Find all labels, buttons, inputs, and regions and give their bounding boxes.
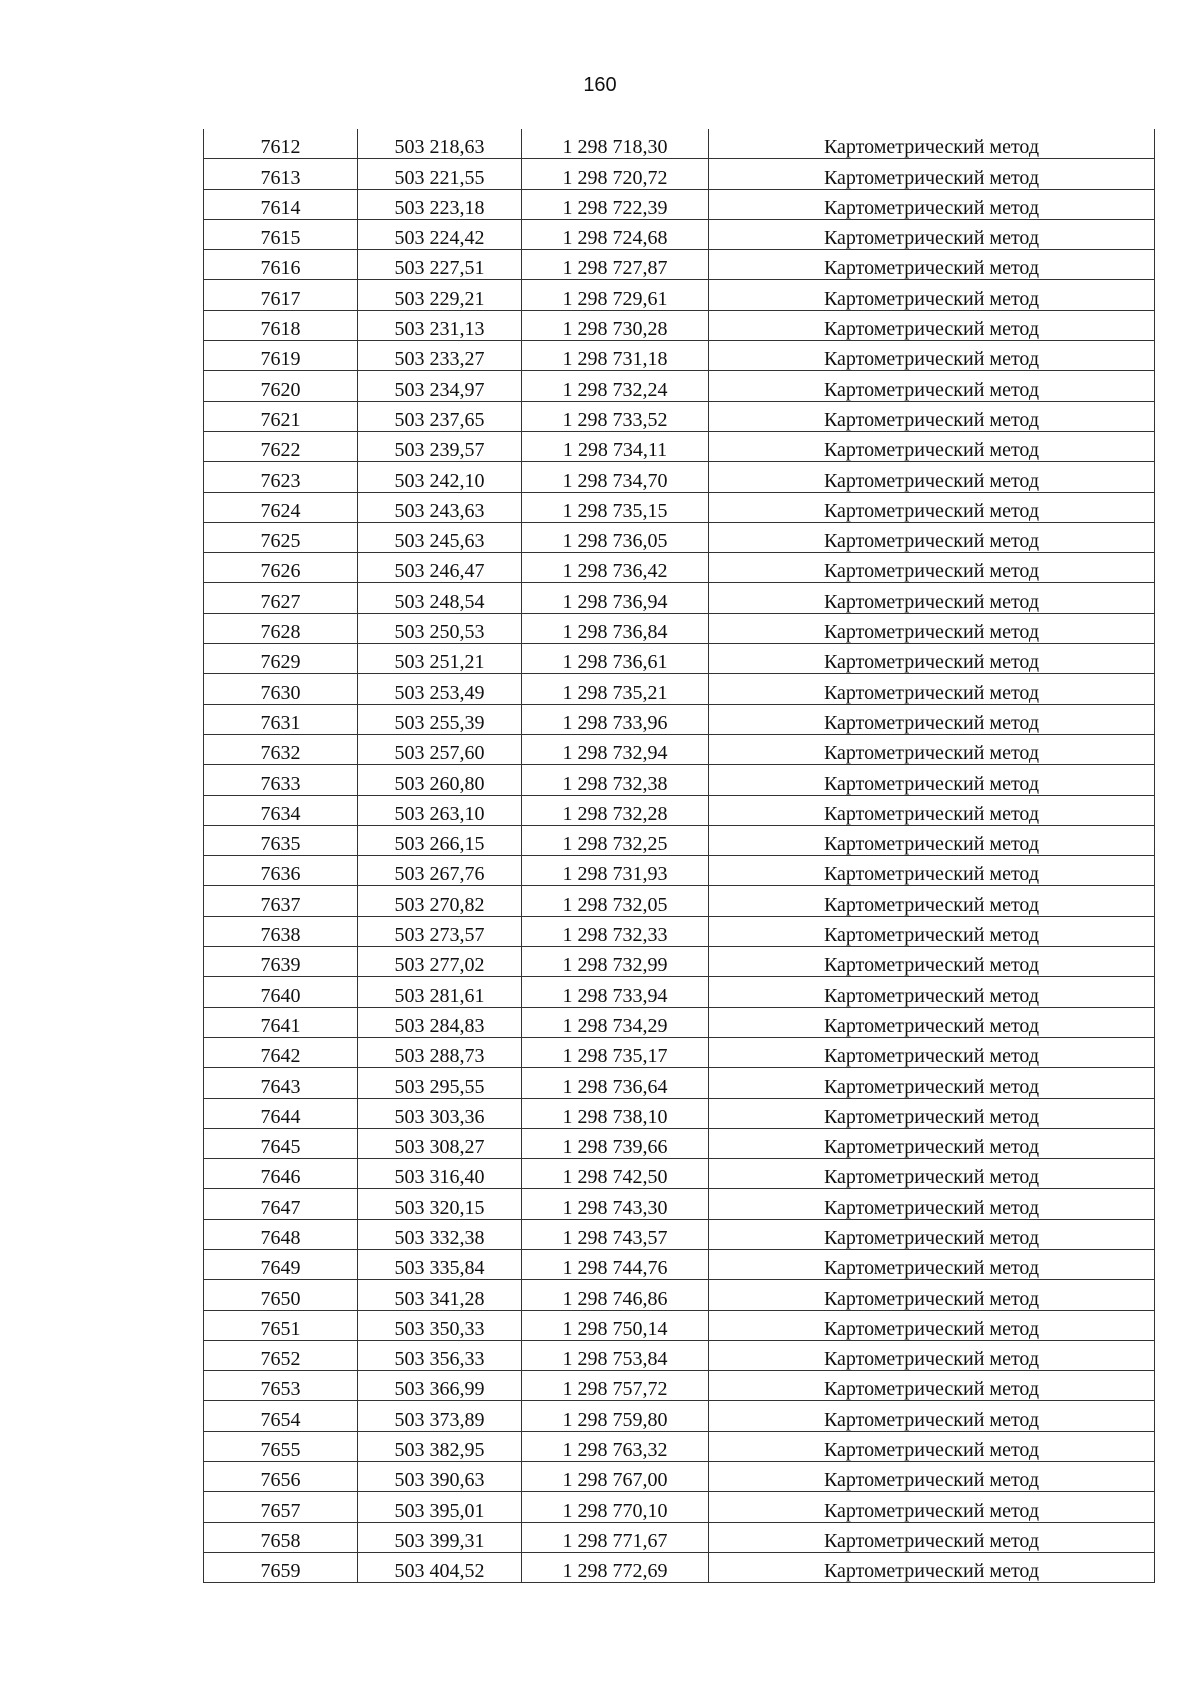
y-coordinate-cell: 1 298 759,80: [522, 1401, 709, 1431]
x-coordinate-cell: 503 273,57: [358, 916, 522, 946]
table-row: [204, 583, 1155, 613]
method-cell: Картометрический метод: [709, 674, 1155, 704]
method-cell: Картометрический метод: [709, 1340, 1155, 1370]
x-coordinate-cell: 503 251,21: [358, 644, 522, 674]
point-number-cell: 7653: [204, 1371, 358, 1401]
y-coordinate-cell: 1 298 767,00: [522, 1462, 709, 1492]
y-coordinate-cell: 1 298 743,57: [522, 1219, 709, 1249]
point-number-cell: 7644: [204, 1098, 358, 1128]
point-number-cell: 7628: [204, 613, 358, 643]
point-number-cell: 7658: [204, 1522, 358, 1552]
table-row: [204, 553, 1155, 583]
y-coordinate-cell: 1 298 734,70: [522, 462, 709, 492]
x-coordinate-cell: 503 242,10: [358, 462, 522, 492]
point-number-cell: 7623: [204, 462, 358, 492]
table-row: [204, 280, 1155, 310]
y-coordinate-cell: 1 298 732,28: [522, 795, 709, 825]
table-row: [204, 1007, 1155, 1037]
table-row: [204, 704, 1155, 734]
point-number-cell: 7631: [204, 704, 358, 734]
method-cell: Картометрический метод: [709, 1280, 1155, 1310]
table-row: [204, 1552, 1155, 1582]
method-cell: Картометрический метод: [709, 704, 1155, 734]
x-coordinate-cell: 503 224,42: [358, 219, 522, 249]
point-number-cell: 7614: [204, 189, 358, 219]
point-number-cell: 7646: [204, 1159, 358, 1189]
y-coordinate-cell: 1 298 730,28: [522, 310, 709, 340]
method-cell: Картометрический метод: [709, 613, 1155, 643]
method-cell: Картометрический метод: [709, 1249, 1155, 1279]
point-number-cell: 7632: [204, 734, 358, 764]
point-number-cell: 7619: [204, 341, 358, 371]
point-number-cell: 7625: [204, 522, 358, 552]
point-number-cell: 7636: [204, 856, 358, 886]
x-coordinate-cell: 503 243,63: [358, 492, 522, 522]
method-cell: Картометрический метод: [709, 1007, 1155, 1037]
point-number-cell: 7627: [204, 583, 358, 613]
table-row: [204, 1371, 1155, 1401]
x-coordinate-cell: 503 267,76: [358, 856, 522, 886]
y-coordinate-cell: 1 298 746,86: [522, 1280, 709, 1310]
y-coordinate-cell: 1 298 729,61: [522, 280, 709, 310]
point-number-cell: 7641: [204, 1007, 358, 1037]
point-number-cell: 7656: [204, 1462, 358, 1492]
point-number-cell: 7634: [204, 795, 358, 825]
y-coordinate-cell: 1 298 732,25: [522, 825, 709, 855]
point-number-cell: 7640: [204, 977, 358, 1007]
method-cell: Картометрический метод: [709, 462, 1155, 492]
y-coordinate-cell: 1 298 734,11: [522, 431, 709, 461]
x-coordinate-cell: 503 246,47: [358, 553, 522, 583]
point-number-cell: 7629: [204, 644, 358, 674]
table-row: [204, 1159, 1155, 1189]
method-cell: Картометрический метод: [709, 583, 1155, 613]
method-cell: Картометрический метод: [709, 644, 1155, 674]
y-coordinate-cell: 1 298 734,29: [522, 1007, 709, 1037]
point-number-cell: 7613: [204, 159, 358, 189]
y-coordinate-cell: 1 298 736,42: [522, 553, 709, 583]
table-row: [204, 1189, 1155, 1219]
x-coordinate-cell: 503 399,31: [358, 1522, 522, 1552]
table-row: [204, 886, 1155, 916]
table-row: [204, 522, 1155, 552]
x-coordinate-cell: 503 366,99: [358, 1371, 522, 1401]
method-cell: Картометрический метод: [709, 280, 1155, 310]
table-row: [204, 977, 1155, 1007]
x-coordinate-cell: 503 257,60: [358, 734, 522, 764]
x-coordinate-cell: 503 237,65: [358, 401, 522, 431]
y-coordinate-cell: 1 298 733,52: [522, 401, 709, 431]
method-cell: Картометрический метод: [709, 825, 1155, 855]
method-cell: Картометрический метод: [709, 553, 1155, 583]
table-row: [204, 1462, 1155, 1492]
y-coordinate-cell: 1 298 724,68: [522, 219, 709, 249]
method-cell: Картометрический метод: [709, 1552, 1155, 1582]
y-coordinate-cell: 1 298 732,94: [522, 734, 709, 764]
x-coordinate-cell: 503 295,55: [358, 1068, 522, 1098]
x-coordinate-cell: 503 253,49: [358, 674, 522, 704]
table-row: [204, 613, 1155, 643]
y-coordinate-cell: 1 298 732,38: [522, 765, 709, 795]
table-row: [204, 674, 1155, 704]
method-cell: Картометрический метод: [709, 795, 1155, 825]
x-coordinate-cell: 503 229,21: [358, 280, 522, 310]
table-row: [204, 401, 1155, 431]
table-row: [204, 1249, 1155, 1279]
x-coordinate-cell: 503 350,33: [358, 1310, 522, 1340]
point-number-cell: 7648: [204, 1219, 358, 1249]
coordinates-table: [203, 129, 1155, 1583]
y-coordinate-cell: 1 298 743,30: [522, 1189, 709, 1219]
method-cell: Картометрический метод: [709, 371, 1155, 401]
method-cell: Картометрический метод: [709, 129, 1155, 159]
method-cell: Картометрический метод: [709, 492, 1155, 522]
y-coordinate-cell: 1 298 733,94: [522, 977, 709, 1007]
method-cell: Картометрический метод: [709, 856, 1155, 886]
table-row: [204, 462, 1155, 492]
table-row: [204, 189, 1155, 219]
table-row: [204, 371, 1155, 401]
table-row: [204, 1219, 1155, 1249]
table-row: [204, 795, 1155, 825]
y-coordinate-cell: 1 298 739,66: [522, 1128, 709, 1158]
x-coordinate-cell: 503 373,89: [358, 1401, 522, 1431]
point-number-cell: 7650: [204, 1280, 358, 1310]
point-number-cell: 7649: [204, 1249, 358, 1279]
method-cell: Картометрический метод: [709, 1401, 1155, 1431]
method-cell: Картометрический метод: [709, 310, 1155, 340]
point-number-cell: 7630: [204, 674, 358, 704]
y-coordinate-cell: 1 298 736,94: [522, 583, 709, 613]
x-coordinate-cell: 503 221,55: [358, 159, 522, 189]
point-number-cell: 7624: [204, 492, 358, 522]
y-coordinate-cell: 1 298 742,50: [522, 1159, 709, 1189]
y-coordinate-cell: 1 298 732,33: [522, 916, 709, 946]
y-coordinate-cell: 1 298 733,96: [522, 704, 709, 734]
point-number-cell: 7652: [204, 1340, 358, 1370]
x-coordinate-cell: 503 341,28: [358, 1280, 522, 1310]
method-cell: Картометрический метод: [709, 886, 1155, 916]
coordinates-table-container: [203, 129, 1154, 1583]
x-coordinate-cell: 503 231,13: [358, 310, 522, 340]
method-cell: Картометрический метод: [709, 765, 1155, 795]
method-cell: Картометрический метод: [709, 1310, 1155, 1340]
table-row: [204, 219, 1155, 249]
x-coordinate-cell: 503 218,63: [358, 129, 522, 159]
y-coordinate-cell: 1 298 731,93: [522, 856, 709, 886]
method-cell: Картометрический метод: [709, 341, 1155, 371]
y-coordinate-cell: 1 298 735,21: [522, 674, 709, 704]
y-coordinate-cell: 1 298 763,32: [522, 1431, 709, 1461]
y-coordinate-cell: 1 298 722,39: [522, 189, 709, 219]
point-number-cell: 7642: [204, 1037, 358, 1067]
table-row: [204, 825, 1155, 855]
table-row: [204, 159, 1155, 189]
method-cell: Картометрический метод: [709, 189, 1155, 219]
page-number: 160: [583, 74, 617, 96]
table-row: [204, 310, 1155, 340]
x-coordinate-cell: 503 245,63: [358, 522, 522, 552]
point-number-cell: 7654: [204, 1401, 358, 1431]
point-number-cell: 7637: [204, 886, 358, 916]
x-coordinate-cell: 503 263,10: [358, 795, 522, 825]
table-row: [204, 1310, 1155, 1340]
table-row: [204, 341, 1155, 371]
y-coordinate-cell: 1 298 735,15: [522, 492, 709, 522]
method-cell: Картометрический метод: [709, 1098, 1155, 1128]
table-row: [204, 1098, 1155, 1128]
x-coordinate-cell: 503 233,27: [358, 341, 522, 371]
y-coordinate-cell: 1 298 738,10: [522, 1098, 709, 1128]
x-coordinate-cell: 503 266,15: [358, 825, 522, 855]
table-row: [204, 765, 1155, 795]
x-coordinate-cell: 503 223,18: [358, 189, 522, 219]
point-number-cell: 7638: [204, 916, 358, 946]
table-row: [204, 431, 1155, 461]
method-cell: Картометрический метод: [709, 250, 1155, 280]
point-number-cell: 7645: [204, 1128, 358, 1158]
method-cell: Картометрический метод: [709, 1068, 1155, 1098]
coordinates-table-body: [204, 129, 1155, 1583]
point-number-cell: 7639: [204, 947, 358, 977]
table-row: [204, 1401, 1155, 1431]
table-row: [204, 856, 1155, 886]
point-number-cell: 7626: [204, 553, 358, 583]
table-row: [204, 916, 1155, 946]
x-coordinate-cell: 503 382,95: [358, 1431, 522, 1461]
x-coordinate-cell: 503 260,80: [358, 765, 522, 795]
table-row: [204, 1340, 1155, 1370]
point-number-cell: 7655: [204, 1431, 358, 1461]
point-number-cell: 7635: [204, 825, 358, 855]
x-coordinate-cell: 503 390,63: [358, 1462, 522, 1492]
method-cell: Картометрический метод: [709, 977, 1155, 1007]
x-coordinate-cell: 503 250,53: [358, 613, 522, 643]
x-coordinate-cell: 503 316,40: [358, 1159, 522, 1189]
y-coordinate-cell: 1 298 736,84: [522, 613, 709, 643]
y-coordinate-cell: 1 298 732,05: [522, 886, 709, 916]
table-row: [204, 1431, 1155, 1461]
point-number-cell: 7621: [204, 401, 358, 431]
method-cell: Картометрический метод: [709, 1037, 1155, 1067]
method-cell: Картометрический метод: [709, 947, 1155, 977]
x-coordinate-cell: 503 320,15: [358, 1189, 522, 1219]
point-number-cell: 7647: [204, 1189, 358, 1219]
x-coordinate-cell: 503 288,73: [358, 1037, 522, 1067]
method-cell: Картометрический метод: [709, 1159, 1155, 1189]
point-number-cell: 7657: [204, 1492, 358, 1522]
y-coordinate-cell: 1 298 744,76: [522, 1249, 709, 1279]
method-cell: Картометрический метод: [709, 1128, 1155, 1158]
y-coordinate-cell: 1 298 736,05: [522, 522, 709, 552]
method-cell: Картометрический метод: [709, 401, 1155, 431]
x-coordinate-cell: 503 255,39: [358, 704, 522, 734]
y-coordinate-cell: 1 298 771,67: [522, 1522, 709, 1552]
method-cell: Картометрический метод: [709, 734, 1155, 764]
point-number-cell: 7616: [204, 250, 358, 280]
point-number-cell: 7618: [204, 310, 358, 340]
x-coordinate-cell: 503 248,54: [358, 583, 522, 613]
x-coordinate-cell: 503 284,83: [358, 1007, 522, 1037]
y-coordinate-cell: 1 298 720,72: [522, 159, 709, 189]
x-coordinate-cell: 503 303,36: [358, 1098, 522, 1128]
method-cell: Картометрический метод: [709, 1189, 1155, 1219]
y-coordinate-cell: 1 298 732,24: [522, 371, 709, 401]
point-number-cell: 7617: [204, 280, 358, 310]
y-coordinate-cell: 1 298 750,14: [522, 1310, 709, 1340]
y-coordinate-cell: 1 298 753,84: [522, 1340, 709, 1370]
y-coordinate-cell: 1 298 770,10: [522, 1492, 709, 1522]
table-row: [204, 1128, 1155, 1158]
method-cell: Картометрический метод: [709, 219, 1155, 249]
table-row: [204, 1068, 1155, 1098]
method-cell: Картометрический метод: [709, 1492, 1155, 1522]
table-row: [204, 129, 1155, 159]
method-cell: Картометрический метод: [709, 1219, 1155, 1249]
table-row: [204, 250, 1155, 280]
method-cell: Картометрический метод: [709, 1462, 1155, 1492]
x-coordinate-cell: 503 227,51: [358, 250, 522, 280]
y-coordinate-cell: 1 298 732,99: [522, 947, 709, 977]
method-cell: Картометрический метод: [709, 1431, 1155, 1461]
y-coordinate-cell: 1 298 718,30: [522, 129, 709, 159]
x-coordinate-cell: 503 356,33: [358, 1340, 522, 1370]
method-cell: Картометрический метод: [709, 1371, 1155, 1401]
x-coordinate-cell: 503 404,52: [358, 1552, 522, 1582]
method-cell: Картометрический метод: [709, 431, 1155, 461]
x-coordinate-cell: 503 395,01: [358, 1492, 522, 1522]
y-coordinate-cell: 1 298 735,17: [522, 1037, 709, 1067]
x-coordinate-cell: 503 308,27: [358, 1128, 522, 1158]
table-row: [204, 947, 1155, 977]
x-coordinate-cell: 503 332,38: [358, 1219, 522, 1249]
x-coordinate-cell: 503 281,61: [358, 977, 522, 1007]
point-number-cell: 7651: [204, 1310, 358, 1340]
y-coordinate-cell: 1 298 736,64: [522, 1068, 709, 1098]
method-cell: Картометрический метод: [709, 1522, 1155, 1552]
x-coordinate-cell: 503 270,82: [358, 886, 522, 916]
table-row: [204, 492, 1155, 522]
table-row: [204, 644, 1155, 674]
y-coordinate-cell: 1 298 736,61: [522, 644, 709, 674]
method-cell: Картометрический метод: [709, 159, 1155, 189]
y-coordinate-cell: 1 298 727,87: [522, 250, 709, 280]
x-coordinate-cell: 503 239,57: [358, 431, 522, 461]
table-row: [204, 1492, 1155, 1522]
point-number-cell: 7633: [204, 765, 358, 795]
table-row: [204, 1037, 1155, 1067]
table-row: [204, 1522, 1155, 1552]
point-number-cell: 7612: [204, 129, 358, 159]
table-row: [204, 1280, 1155, 1310]
x-coordinate-cell: 503 234,97: [358, 371, 522, 401]
point-number-cell: 7659: [204, 1552, 358, 1582]
table-row: [204, 734, 1155, 764]
method-cell: Картометрический метод: [709, 916, 1155, 946]
x-coordinate-cell: 503 277,02: [358, 947, 522, 977]
y-coordinate-cell: 1 298 772,69: [522, 1552, 709, 1582]
y-coordinate-cell: 1 298 757,72: [522, 1371, 709, 1401]
point-number-cell: 7643: [204, 1068, 358, 1098]
point-number-cell: 7615: [204, 219, 358, 249]
method-cell: Картометрический метод: [709, 522, 1155, 552]
point-number-cell: 7622: [204, 431, 358, 461]
x-coordinate-cell: 503 335,84: [358, 1249, 522, 1279]
y-coordinate-cell: 1 298 731,18: [522, 341, 709, 371]
point-number-cell: 7620: [204, 371, 358, 401]
